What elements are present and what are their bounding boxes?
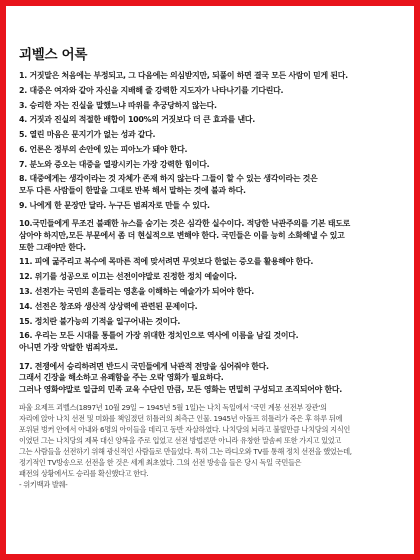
quote-item: 3. 승리한 자는 진실을 말했느냐 따위를 추궁당하지 않는다.: [19, 100, 217, 110]
quote-item: 17. 전쟁에서 승리하려면 반드시 국민들에게 낙관적 전망을 심어줘야 한다. 그래서 긴장을 해소하고 유쾌함을 주는 오락 영화가 필요하다. 그러나 영화야말로 일급의 민족 교육 수단인 만큼, 모든 영화는 면밀히 구성되고 조직되어야 한다.: [19, 361, 342, 394]
quote-item: 1. 거짓말은 처음에는 부정되고, 그 다음에는 의심받지만, 되풀이 하면 결국 모든 사람이 믿게 된다.: [19, 71, 348, 80]
quote-item: 4. 거짓과 진실의 적절한 배합이 100%의 거짓보다 더 큰 효과를 낸다.: [19, 115, 256, 125]
quote-item: 6. 언론은 정부의 손안에 있는 피아노가 돼야 한다.: [19, 144, 188, 154]
page-title: 괴벨스 어록: [19, 47, 88, 63]
quote-list: [19, 70, 401, 395]
quote-item: 9. 나에게 한 문장만 달라. 누구든 범죄자로 만들 수 있다.: [19, 200, 210, 210]
quote-item: 8. 대중에게는 생각이라는 것 자체가 존재 하지 않는다 그들이 할 수 있는 생각이라는 것은 모두 다른 사람들이 한말을 그대로 반복 해서 말하는 것에 불과 하다.: [19, 174, 318, 196]
document-content: [19, 19, 401, 544]
quote-item: 13. 선전가는 국민의 흔들리는 영혼을 이해하는 예술가가 되어야 한다.: [19, 286, 255, 296]
quote-item: 5. 열린 마음은 문지기가 없는 성과 같다.: [19, 130, 156, 140]
quote-item: 10.국민들에게 무조건 불쾌한 뉴스를 숨기는 것은 심각한 실수이다. 적당한 낙관주의를 기본 태도로 삼아야 하지만,모든 부문에서 좀 더 현실적으로 변해야 한다. 국민들은 이를 능히 소화해낼 수 있고 또한 그래야만 한다.: [19, 219, 350, 252]
biography-paragraph: 파울 요제프 괴벨스(1897년 10월 29일 ~ 1945년 5월 1일)는 나치 독일에서 '국민 계몽 선전부 장관'의 자리에 앉아 나치 선전 및 미화를 책임졌던 히틀러의 최측근 인물. 1945년 아돌프 히틀러가 죽은 후 하루 뒤에 포위된 벙커 안에서 아내와 6명의 아이들을 데리고 동반 자살하였다. 나치당의 뇌라고 불릴만큼 나치당의 지식인 이였던 그는 나치당의 제복 대신 양복을 주로 입었고 선전 방법론만 아니라 유창한 말솜씨 또한 가지고 있었고 그는 사람들을 선전하기 위해 광신적인 사람들로 만들었다. 특히 그는 라디오와 TV를 통해 정치 선전을 했었는데, 정기적인 TV방송으로 선전을 한 것은 세계 최초였다. 그의 선전 방송을 들은 당시 독일 국민들은 패전의 상황에서도 승리를 확신했다고 한다.: [19, 403, 352, 479]
quote-item: 14. 선전은 창조와 생산적 상상력에 관련된 문제이다.: [19, 301, 198, 311]
quote-item: 7. 분노와 증오는 대중을 열광시키는 가장 강력한 힘이다.: [19, 159, 210, 169]
quote-item: 2. 대중은 여자와 같아 자신을 지배해 줄 강력한 지도자가 나타나기를 기다린다.: [19, 85, 284, 95]
source-citation: - 위키백과 발췌-: [19, 480, 68, 490]
quote-item: 12. 위기를 성공으로 이끄는 선전이야말로 진정한 정치 예술이다.: [19, 272, 237, 282]
quote-item: 15. 정치란 불가능의 기적을 일구어내는 것이다.: [19, 316, 181, 326]
quote-item: 16. 우리는 모든 시대를 통틀어 가장 위대한 정치인으로 역사에 이름을 남길 것이다. 아니면 가장 악랄한 범죄자로.: [19, 331, 299, 352]
quote-item: 11. 피에 굶주리고 복수에 목마른 적에 맞서려면 무엇보다 한없는 증오를 활용해야 한다.: [19, 257, 314, 267]
